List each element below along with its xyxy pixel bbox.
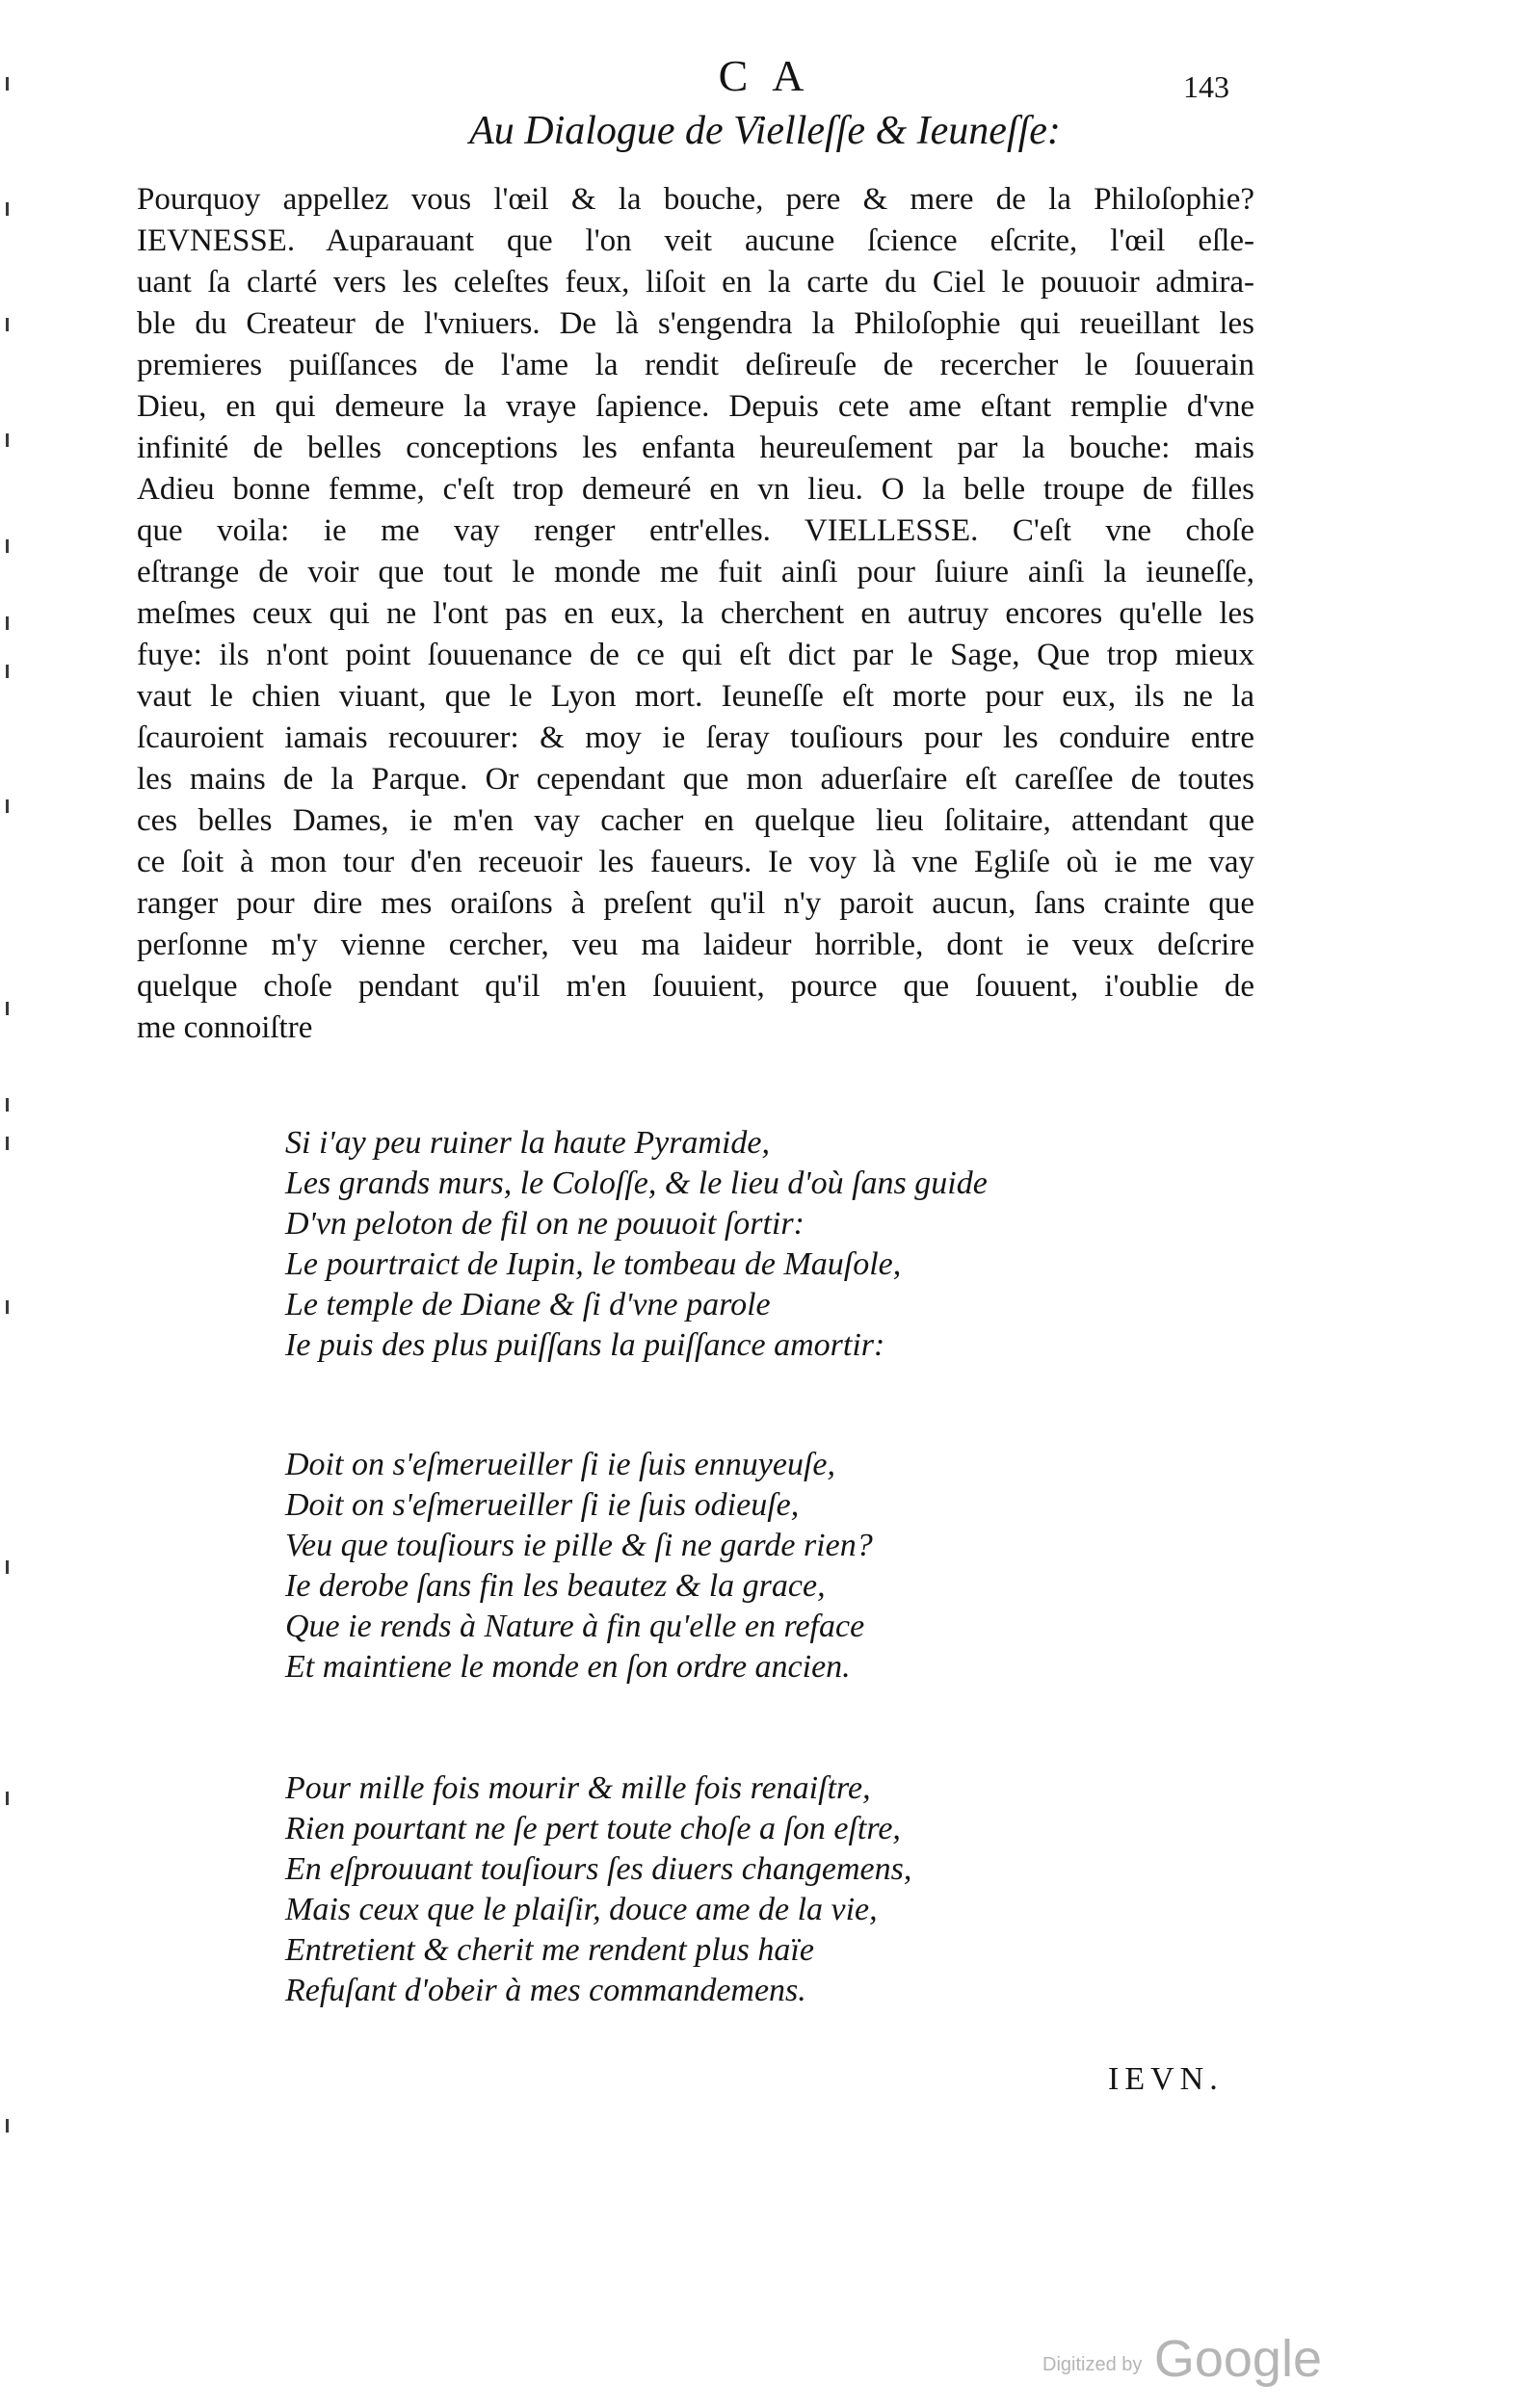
prose-line: ces belles Dames, ie m'en vay cacher en quelque lieu ſolitaire, attendant que	[137, 803, 1254, 838]
prose-line: perſonne m'y vienne cercher, veu ma laideur horrible, dont ie veux deſcrire	[137, 928, 1254, 962]
poem-line: Ie derobe ſans fin les beautez & la grace,	[285, 1568, 826, 1604]
poem-line: Refuſant d'obeir à mes commandemens.	[285, 1973, 806, 2008]
scan-gutter-mark	[6, 1792, 9, 1805]
scan-gutter-mark	[6, 539, 9, 553]
poem-line: Pour mille fois mourir & mille fois renaiſtre,	[285, 1770, 871, 1806]
poem-line: Et maintiene le monde en ſon ordre ancien.	[285, 1649, 851, 1685]
poem-stanza-2	[285, 1445, 1249, 1688]
digitized-watermark	[1042, 2329, 1322, 2389]
poem-line: Mais ceux que le plaiſir, douce ame de la vie,	[285, 1892, 878, 1927]
scan-gutter-mark	[6, 2119, 9, 2133]
running-title: C A	[718, 51, 812, 100]
prose-line: ce ſoit à mon tour d'en receuoir les faueurs. Ie voy là vne Egliſe où ie me vay	[137, 845, 1254, 879]
poem-line: Doit on s'eſmerueiller ſi ie ſuis odieuſe,	[285, 1487, 800, 1523]
scan-gutter-mark	[6, 1098, 9, 1112]
prose-line: ranger pour dire mes oraiſons à preſent qu'il n'y paroit aucun, ſans crainte que	[137, 886, 1254, 921]
poem-line: Que ie rends à Nature à fin qu'elle en reface	[285, 1609, 865, 1644]
poem-line: Le pourtraict de Iupin, le tombeau de Mauſole,	[285, 1246, 902, 1282]
page-number: 143	[1183, 69, 1229, 104]
prose-line: uant ſa clarté vers les celeſtes feux, liſoit en la carte du Ciel le pouuoir admira-	[137, 265, 1254, 300]
catchword: IEVN.	[1108, 2061, 1224, 2097]
page-heading: Au Dialogue de Vielleſſe & Ieuneſſe:	[469, 109, 1061, 153]
poem-line: Rien pourtant ne ſe pert toute choſe a ſon eſtre,	[285, 1811, 901, 1846]
scan-gutter-mark	[6, 1137, 9, 1150]
scan-gutter-mark	[6, 665, 9, 678]
prose-line: premieres puiſſances de l'ame la rendit deſireuſe de recercher le ſouuerain	[137, 348, 1254, 382]
prose-line: IEVNESSE. Auparauant que l'on veit aucune ſcience eſcrite, l'œil eſle-	[137, 223, 1254, 258]
poem-line: En eſprouuant touſiours ſes diuers changemens,	[285, 1851, 912, 1887]
watermark-prefix: Digitized by	[1042, 2354, 1143, 2375]
poem-line: Ie puis des plus puiſſans la puiſſance amortir:	[285, 1327, 885, 1363]
poem-line: Si i'ay peu ruiner la haute Pyramide,	[285, 1125, 771, 1161]
prose-line: quelque choſe pendant qu'il m'en ſouuient, pource que ſouuent, i'oublie de	[137, 969, 1254, 1004]
prose-line: meſmes ceux qui ne l'ont pas en eux, la cherchent en autruy encores qu'elle les	[137, 596, 1254, 631]
scan-gutter-mark	[6, 1560, 9, 1574]
poem-stanza-1	[285, 1123, 1249, 1366]
prose-line: Adieu bonne femme, c'eſt trop demeuré en vn lieu. O la belle troupe de filles	[137, 472, 1254, 507]
poem-stanza-3	[285, 1768, 1249, 2011]
poem-line: Le temple de Diane & ſi d'vne parole	[285, 1287, 771, 1322]
poem-line: Entretient & cherit me rendent plus haïe	[285, 1932, 814, 1968]
scan-gutter-mark	[6, 202, 9, 216]
scan-gutter-mark	[6, 318, 9, 331]
prose-line: me connoiſtre	[137, 1010, 313, 1045]
scan-gutter-mark	[6, 799, 9, 813]
prose-line: Dieu, en qui demeure la vraye ſapience. Depuis cete ame eſtant remplie d'vne	[137, 389, 1254, 424]
scan-gutter-mark	[6, 616, 9, 630]
prose-line: ble du Createur de l'vniuers. De là s'engendra la Philoſophie qui reueillant les	[137, 306, 1254, 341]
prose-line: eſtrange de voir que tout le monde me fuit ainſi pour ſuiure ainſi la ieuneſſe,	[137, 555, 1254, 589]
scan-gutter-mark	[6, 1300, 9, 1314]
scan-gutter-mark	[6, 433, 9, 447]
prose-line: ſcauroient iamais recouurer: & moy ie ſeray touſiours pour les conduire entre	[137, 720, 1254, 755]
prose-line: vaut le chien viuant, que le Lyon mort. Ieuneſſe eſt morte pour eux, ils ne la	[137, 679, 1254, 714]
poem-line: D'vn peloton de fil on ne pouuoit ſortir:	[285, 1206, 805, 1242]
prose-paragraph	[137, 179, 1254, 1049]
prose-line: que voila: ie me vay renger entr'elles. VIELLESSE. C'eſt vne choſe	[137, 513, 1254, 548]
prose-line: Pourquoy appellez vous l'œil & la bouche, pere & mere de la Philoſophie?	[137, 182, 1254, 217]
watermark-brand: Google	[1153, 2330, 1322, 2388]
prose-line: fuye: ils n'ont point ſouuenance de ce qui eſt dict par le Sage, Que trop mieux	[137, 638, 1254, 672]
prose-line: infinité de belles conceptions les enfanta heureuſement par la bouche: mais	[137, 431, 1254, 465]
poem-line: Doit on s'eſmerueiller ſi ie ſuis ennuyeuſe,	[285, 1447, 835, 1482]
poem-line: Les grands murs, le Coloſſe, & le lieu d'où ſans guide	[285, 1165, 988, 1201]
prose-line: les mains de la Parque. Or cependant que mon aduerſaire eſt careſſee de toutes	[137, 762, 1254, 797]
scan-gutter-mark	[6, 1002, 9, 1015]
poem-line: Veu que touſiours ie pille & ſi ne garde rien?	[285, 1528, 873, 1563]
